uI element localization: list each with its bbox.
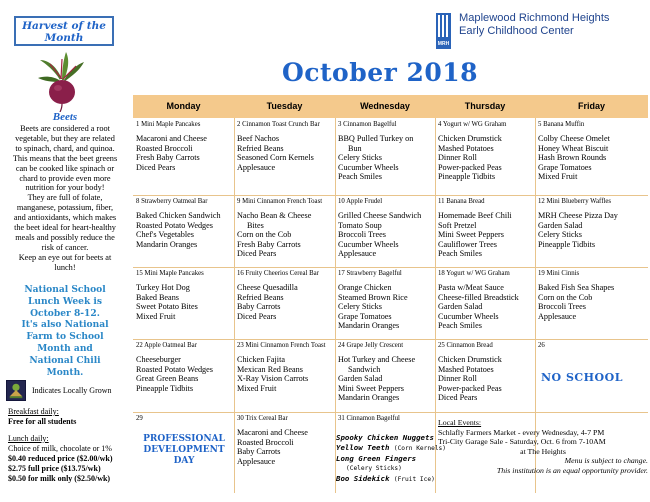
menu-items <box>535 129 648 182</box>
menu-item: Applesauce <box>237 456 276 466</box>
day-label: 15 Mini Maple Pancakes <box>136 270 204 277</box>
menu-item: Homemade Beef Chili <box>438 211 512 220</box>
menu-note: Menu is subject to change. <box>564 456 648 466</box>
menu-items <box>335 278 435 331</box>
menu-item: Garden Salad <box>538 220 583 230</box>
menu-item: Cauliflower Trees <box>438 239 497 249</box>
text-line: They are full of folate, <box>27 193 103 203</box>
menu-item: Orange Chicken <box>338 283 392 292</box>
menu-item: Applesauce <box>237 162 276 172</box>
calendar-day-cell <box>335 195 435 267</box>
menu-item: Bun <box>348 143 362 153</box>
spooky-line: Spooky Chicken Nuggets <box>336 433 434 442</box>
menu-items <box>234 278 335 321</box>
grid-line <box>133 195 648 196</box>
locally-grown-legend-label: Indicates Locally Grown <box>32 386 112 395</box>
day-label: 16 Fruity Cheerios Cereal Bar <box>237 270 319 277</box>
day-label: 8 Strawberry Oatmeal Bar <box>136 198 208 205</box>
menu-item: Baby Carrots <box>237 302 281 311</box>
menu-item: Fresh Baby Carrots <box>136 153 200 162</box>
calendar-day-cell <box>133 339 234 412</box>
spooky-line: Long Green Fingers <box>336 454 417 463</box>
day-label: 18 Yogurt w/ WG Graham <box>438 270 510 277</box>
menu-item: Mixed Fruit <box>538 172 578 181</box>
menu-items <box>234 423 335 466</box>
menu-item: Garden Salad <box>338 374 383 383</box>
day-label: 19 Mini Cinnis <box>538 270 580 277</box>
calendar-day-cell <box>335 118 435 195</box>
day-label: 3 Cinnamon Bagelful <box>338 121 397 128</box>
lunch-line: $2.75 full price ($13.75/wk) <box>8 464 101 473</box>
menu-item: Roasted Broccoli <box>237 437 294 447</box>
day-label: 2 Cinnamon Toast Crunch Bar <box>237 121 320 128</box>
text-line: the beet ideal for heart-healthy <box>14 223 116 233</box>
locally-grown-legend <box>6 380 130 402</box>
sidebar <box>0 0 130 502</box>
calendar-day-cell <box>535 267 648 339</box>
menu-item: Pineapple Tidbits <box>538 239 596 249</box>
org-name-line1: Maplewood Richmond Heights <box>459 12 610 24</box>
calendar-day-cell <box>133 195 234 267</box>
calendar-day-cell <box>535 118 648 195</box>
local-events-title: Local Events: <box>438 418 482 427</box>
text-line: to spinach, chard, and quinoa. <box>15 143 115 153</box>
menu-item: Garden Salad <box>438 302 483 311</box>
event-line: Schlafly Farmers Market - every Wednesday, 4-7 PM <box>438 427 605 437</box>
menu-item: Diced Pears <box>237 249 277 258</box>
lunch-line: $0.40 reduced price ($2.00/wk) <box>8 454 113 463</box>
menu-item: Cucumber Wheels <box>338 239 399 249</box>
menu-note: This institution is an equal opportunity provider. <box>496 465 648 475</box>
menu-item: Chicken Fajita <box>237 355 285 364</box>
menu-item: Mini Sweet Peppers <box>438 230 504 239</box>
menu-items <box>435 206 535 259</box>
menu-item: Celery Sticks <box>538 230 582 239</box>
calendar-day-cell <box>234 195 335 267</box>
text-line: National School <box>24 284 106 295</box>
menu-item: Cucumber Wheels <box>338 162 399 172</box>
halloween-menu <box>336 433 446 485</box>
menu-item: Bites <box>247 220 264 230</box>
menu-item: Hot Turkey and Cheese <box>338 355 416 364</box>
menu-item: Tomato Soup <box>338 220 382 230</box>
no-school-label: NO SCHOOL <box>541 371 623 384</box>
calendar-day-cell <box>335 267 435 339</box>
text-line: meals and possibly reduce the <box>15 232 115 242</box>
menu-items <box>234 129 335 172</box>
day-label: 31 Cinnamon Bagelful <box>338 415 400 422</box>
day-label: 12 Mini Blueberry Waffles <box>538 198 612 205</box>
menu-item: Hash Brown Rounds <box>538 153 607 162</box>
calendar-day-cell <box>133 118 234 195</box>
menu-items <box>133 129 234 172</box>
menu-item: Power-packed Peas <box>438 383 502 393</box>
menu-item: Seasoned Corn Kernels <box>237 153 314 162</box>
menu-item: Nacho Bean & Cheese <box>237 211 312 220</box>
menu-item: Honey Wheat Biscuit <box>538 143 609 153</box>
menu-item: Grape Tomatoes <box>338 311 392 321</box>
event-line: at The Heights <box>520 446 566 456</box>
menu-item: Roasted Broccoli <box>136 143 193 153</box>
menu-item: X-Ray Vision Carrots <box>237 374 309 383</box>
calendar-day-cell <box>535 195 648 267</box>
text-line: vegetable, but they are related <box>15 133 115 143</box>
day-label: 22 Apple Oatmeal Bar <box>136 342 197 349</box>
text-line: Month. <box>46 366 84 378</box>
menu-item: Diced Pears <box>438 393 478 402</box>
menu-item: Peach Smiles <box>438 249 482 258</box>
menu-item: Broccoli Trees <box>538 302 586 311</box>
text-line: It's also National <box>21 319 109 331</box>
day-label: 25 Cinnamon Bread <box>438 342 493 349</box>
menu-item: Macaroni and Cheese <box>136 134 207 143</box>
menu-items <box>435 129 535 182</box>
menu-item: Sweet Potato Bites <box>136 302 198 311</box>
text-line: This means that the beet greens <box>12 153 118 163</box>
menu-items <box>435 278 535 331</box>
local-events <box>438 418 648 476</box>
breakfast-heading: Breakfast daily: <box>8 407 59 416</box>
professional-development-day <box>136 434 232 467</box>
menu-item: Mandarin Oranges <box>136 239 198 249</box>
menu-item: Chef's Vegetables <box>136 230 194 239</box>
text-line: can be cooked like spinach or <box>15 163 115 173</box>
menu-item: Sandwich <box>348 364 381 374</box>
menu-item: Broccoli Trees <box>338 230 386 239</box>
menu-item: Cheeseburger <box>136 355 181 364</box>
harvest-title-line1: Harvest of the <box>22 20 106 32</box>
text-line: and antioxidants, which makes <box>13 213 117 223</box>
day-label: 5 Banana Muffin <box>538 121 585 128</box>
menu-item: Pasta w/Meat Sauce <box>438 283 504 292</box>
menu-item: Baby Carrots <box>237 447 281 456</box>
harvest-of-month-title <box>14 16 114 46</box>
menu-item: Applesauce <box>338 249 377 258</box>
day-header: Friday <box>535 95 648 118</box>
menu-item: Applesauce <box>538 311 577 321</box>
menu-item: Peach Smiles <box>438 321 482 330</box>
breakfast-line: Free for all students <box>8 417 77 426</box>
menu-item: Grilled Cheese Sandwich <box>338 211 422 220</box>
menu-item: Pineapple Tidbits <box>438 172 496 181</box>
menu-item: Peach Smiles <box>338 172 382 181</box>
menu-items <box>335 423 435 428</box>
text-line: manganese, potassium, fiber, <box>16 203 114 213</box>
day-label: 30 Trix Cereal Bar <box>237 415 288 422</box>
grid-line <box>133 267 648 268</box>
text-line: lunch! <box>54 262 76 272</box>
lunch-info <box>8 434 130 484</box>
lunch-heading: Lunch daily: <box>8 434 49 443</box>
menu-items <box>133 278 234 321</box>
menu-item: Chicken Drumstick <box>438 355 502 364</box>
menu-items <box>335 129 435 182</box>
beets-heading: Beets <box>52 111 78 123</box>
text-line: Lunch Week is <box>27 295 102 307</box>
menu-items <box>335 206 435 259</box>
menu-item: Refried Beans <box>237 143 284 153</box>
calendar-day-cell <box>234 412 335 493</box>
day-header: Tuesday <box>234 95 335 118</box>
text-line: Beets are considered a root <box>20 124 110 133</box>
day-header: Monday <box>133 95 234 118</box>
menu-item: Beef Nachos <box>237 134 280 143</box>
text-line: Month and <box>37 342 93 354</box>
spooky-line: Boo Sidekick (Fruit Ice) <box>336 474 435 483</box>
menu-item: Mini Sweet Peppers <box>338 383 404 393</box>
grid-line <box>133 412 648 413</box>
calendar-day-cell <box>435 195 535 267</box>
menu-item: Power-packed Peas <box>438 162 502 172</box>
menu-items <box>234 206 335 259</box>
calendar-day-cell <box>435 118 535 195</box>
menu-item: Pineapple Tidbits <box>136 383 194 393</box>
menu-item: Corn on the Cob <box>538 292 593 302</box>
menu-item: Mandarin Oranges <box>338 321 400 330</box>
day-label: 24 Grape Jelly Crescent <box>338 342 404 349</box>
calendar-day-cell <box>133 267 234 339</box>
menu-item: Cucumber Wheels <box>438 311 499 321</box>
menu-item: Baked Beans <box>136 292 179 302</box>
calendar-day-cell <box>234 339 335 412</box>
grid-line <box>234 118 235 493</box>
menu-items <box>133 423 234 428</box>
org-name-line2: Early Childhood Center <box>459 25 574 37</box>
calendar-day-cell <box>234 118 335 195</box>
calendar-day-cell <box>234 267 335 339</box>
day-label: 23 Mini Cinnamon French Toast <box>237 342 326 349</box>
menu-item: Mashed Potatoes <box>438 364 494 374</box>
menu-item: Refried Beans <box>237 292 284 302</box>
menu-item: Diced Pears <box>237 311 277 321</box>
event-line: Tri-City Garage Sale - Saturday, Oct. 6 from 7-10AM <box>438 437 606 447</box>
menu-item: Grape Tomatoes <box>538 162 592 172</box>
menu-item: Great Green Beans <box>136 374 199 383</box>
menu-items <box>335 350 435 403</box>
day-header: Thursday <box>435 95 535 118</box>
text-line: risk of cancer. <box>41 242 89 252</box>
harvest-title-line2: Month <box>44 32 84 44</box>
logo-text: MRH <box>437 41 450 47</box>
menu-item: Baked Chicken Sandwich <box>136 211 221 220</box>
lunch-line: Choice of milk, chocolate or 1% <box>8 444 112 453</box>
calendar-day-cell <box>435 267 535 339</box>
menu-item: Soft Pretzel <box>438 220 477 230</box>
calendar-day-cell <box>335 339 435 412</box>
month-title: October 2018 <box>282 58 479 87</box>
day-label: 10 Apple Frudel <box>338 198 383 205</box>
menu-item: Dinner Roll <box>438 153 477 162</box>
menu-items <box>133 350 234 393</box>
day-label: 29 <box>136 415 143 422</box>
menu-item: Cheese Quesadilla <box>237 283 298 292</box>
day-label: 17 Strawberry Bagelful <box>338 270 402 277</box>
day-label: 11 Banana Bread <box>438 198 485 205</box>
menu-items <box>133 206 234 249</box>
menu-item: Corn on the Cob <box>237 230 292 239</box>
menu-items <box>435 350 535 403</box>
locally-grown-icon <box>6 380 26 401</box>
text-line: October 8-12. <box>30 307 100 319</box>
text-line: chard to provide even more <box>19 173 111 183</box>
menu-item: Roasted Potato Wedges <box>136 364 213 374</box>
pdd-line: DEVELOPMENT <box>143 445 225 455</box>
menu-item: Mixed Fruit <box>237 383 277 393</box>
breakfast-info <box>8 407 130 427</box>
menu-item: Fresh Baby Carrots <box>237 239 301 249</box>
menu-item: Mixed Fruit <box>136 311 176 321</box>
lunch-line: $0.50 for milk only ($2.50/wk) <box>8 474 111 483</box>
menu-item: Dinner Roll <box>438 374 477 383</box>
day-label: 4 Yogurt w/ WG Graham <box>438 121 507 128</box>
beets-description <box>3 124 127 273</box>
menu-item: Diced Pears <box>136 162 176 172</box>
pdd-line: DAY <box>173 456 195 466</box>
menu-item: Celery Sticks <box>338 153 382 162</box>
menu-items <box>535 278 648 321</box>
menu-item: Chicken Drumstick <box>438 134 502 143</box>
national-school-lunch-week-text <box>3 284 127 378</box>
menu-items <box>535 206 648 249</box>
calendar-day-cell <box>435 339 535 412</box>
menu-item: Roasted Potato Wedges <box>136 220 213 230</box>
menu-item: MRH Cheese Pizza Day <box>538 211 618 220</box>
menu-item: Colby Cheese Omelet <box>538 134 610 143</box>
spooky-line: (Celery Sticks) <box>346 465 402 472</box>
menu-item: Macaroni and Cheese <box>237 428 308 437</box>
text-line: nutrition for your body! <box>25 183 105 193</box>
day-label: 1 Mini Maple Pancakes <box>136 121 201 128</box>
menu-items <box>535 350 648 355</box>
menu-item: Cheese-filled Breadstick <box>438 292 519 302</box>
beet-icon <box>36 50 88 112</box>
menu-item: BBQ Pulled Turkey on <box>338 134 414 143</box>
grid-line <box>133 339 648 340</box>
text-line: Keep an eye out for beets at <box>18 252 112 262</box>
menu-item: Baked Fish Sea Shapes <box>538 283 615 292</box>
day-label: 26 <box>538 342 545 349</box>
menu-item: Mexican Red Beans <box>237 364 303 374</box>
menu-item: Steamed Brown Rice <box>338 292 408 302</box>
pdd-line: PROFESSIONAL <box>143 434 225 444</box>
mrh-logo-icon <box>436 13 451 49</box>
menu-item: Turkey Hot Dog <box>136 283 190 292</box>
text-line: Farm to School <box>26 331 104 343</box>
menu-items <box>234 350 335 393</box>
organization-name <box>459 12 649 38</box>
menu-item: Celery Sticks <box>338 302 382 311</box>
day-header: Wednesday <box>335 95 435 118</box>
text-line: National Chili <box>29 354 101 366</box>
day-label: 9 Mini Cinnamon French Toast <box>237 198 323 205</box>
menu-item: Mandarin Oranges <box>338 393 400 402</box>
menu-item: Mashed Potatoes <box>438 143 494 153</box>
spooky-line: Yellow Teeth (Corn Kernels) <box>336 443 447 452</box>
